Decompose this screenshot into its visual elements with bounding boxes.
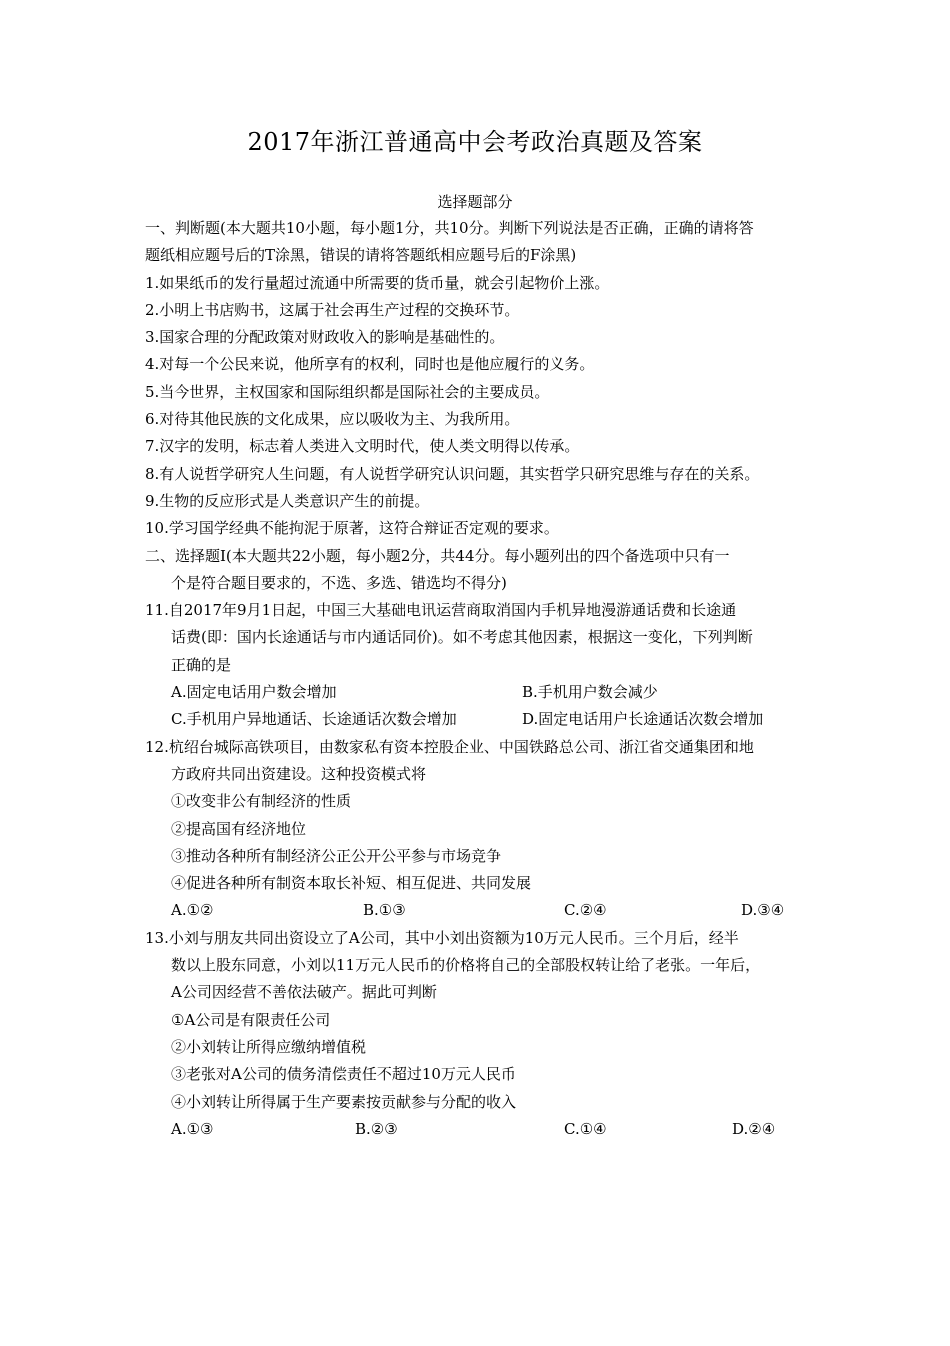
- q13-stem-line-3: A公司因经营不善依法破产。据此可判断: [171, 983, 437, 1002]
- q13-option-c: C.①④: [564, 1119, 607, 1138]
- q12-option-c: C.②④: [564, 901, 607, 920]
- q13-option-b: B.②③: [355, 1119, 398, 1138]
- judgment-item-7: 7.汉字的发明，标志着人类进入文明时代，使人类文明得以传承。: [145, 437, 580, 456]
- q13-stem-line-1: 13.小刘与朋友共同出资设立了A公司，其中小刘出资额为10万元人民币。三个月后，经半: [145, 928, 739, 947]
- judgment-item-9: 9.生物的反应形式是人类意识产生的前提。: [145, 491, 430, 510]
- judgment-item-4: 4.对每一个公民来说，他所享有的权利，同时也是他应履行的义务。: [145, 355, 595, 374]
- section-title: 选择题部分: [437, 193, 513, 211]
- q12-option-a: A.①②: [171, 901, 214, 920]
- part2-heading-line-2: 个是符合题目要求的，不选、多选、错选均不得分): [171, 573, 507, 592]
- q13-option-d: D.②④: [732, 1119, 776, 1138]
- q12-statement-1: ①改变非公有制经济的性质: [171, 792, 352, 811]
- judgment-item-8: 8.有人说哲学研究人生问题，有人说哲学研究认识问题，其实哲学只研究思维与存在的关系。: [145, 464, 760, 483]
- q12-stem-line-1: 12.杭绍台城际高铁项目，由数家私有资本控股企业、中国铁路总公司、浙江省交通集团和地: [145, 737, 754, 756]
- part1-heading-line-2: 题纸相应题号后的T涂黑，错误的请将答题纸相应题号后的F涂黑): [145, 246, 577, 265]
- q11-stem-line-1: 11.自2017年9月1日起，中国三大基础电讯运营商取消国内手机异地漫游通话费和长途通: [145, 601, 737, 620]
- q11-stem-line-2: 话费(即：国内长途通话与市内通话同价)。如不考虑其他因素，根据这一变化，下列判断: [171, 628, 753, 647]
- q13-option-a: A.①③: [171, 1119, 214, 1138]
- q11-options-row-2: [145, 706, 815, 733]
- part1-heading-line-1: 一、判断题(本大题共10小题，每小题1分，共10分。判断下列说法是否正确，正确的请将答: [145, 219, 754, 237]
- judgment-item-5: 5.当今世界，主权国家和国际组织都是国际社会的主要成员。: [145, 382, 550, 401]
- document-title: 2017年浙江普通高中会考政治真题及答案: [247, 128, 703, 156]
- q11-option-a: A.固定电话用户数会增加: [171, 683, 337, 702]
- q12-options-row: [145, 897, 815, 924]
- q12-option-d: D.③④: [741, 901, 785, 920]
- q12-statement-2: ②提高国有经济地位: [171, 819, 307, 838]
- q13-statement-1: ①A公司是有限责任公司: [171, 1010, 331, 1029]
- q12-statement-4: ④促进各种所有制资本取长补短、相互促进、共同发展: [171, 874, 532, 893]
- q13-statement-4: ④小刘转让所得属于生产要素按贡献参与分配的收入: [171, 1092, 517, 1111]
- q12-statement-3: ③推动各种所有制经济公正公开公平参与市场竞争: [171, 846, 502, 865]
- judgment-item-10: 10.学习国学经典不能拘泥于原著，这符合辩证否定观的要求。: [145, 519, 559, 538]
- q12-option-b: B.①③: [363, 901, 406, 920]
- judgment-item-2: 2.小明上书店购书，这属于社会再生产过程的交换环节。: [145, 300, 520, 319]
- q13-statement-2: ②小刘转让所得应缴纳增值税: [171, 1037, 367, 1056]
- q13-stem-line-2: 数以上股东同意，小刘以11万元人民币的价格将自己的全部股权转让给了老张。一年后，: [171, 956, 761, 975]
- q11-options-row-1: [145, 679, 815, 706]
- q13-options-row: [145, 1116, 815, 1143]
- judgment-item-6: 6.对待其他民族的文化成果，应以吸收为主、为我所用。: [145, 410, 520, 429]
- q11-option-c: C.手机用户异地通话、长途通话次数会增加: [171, 710, 457, 729]
- q11-option-d: D.固定电话用户长途通话次数会增加: [522, 710, 764, 729]
- document-body: [145, 215, 815, 1143]
- q13-statement-3: ③老张对A公司的债务清偿责任不超过10万元人民币: [171, 1065, 516, 1084]
- judgment-item-3: 3.国家合理的分配政策对财政收入的影响是基础性的。: [145, 328, 505, 347]
- q12-stem-line-2: 方政府共同出资建设。这种投资模式将: [171, 764, 427, 783]
- judgment-item-1: 1.如果纸币的发行量超过流通中所需要的货币量，就会引起物价上涨。: [145, 273, 610, 292]
- part2-heading-line-1: 二、选择题Ⅰ(本大题共22小题，每小题2分，共44分。每小题列出的四个备选项中只有一: [145, 546, 730, 565]
- q11-option-b: B.手机用户数会减少: [522, 683, 658, 702]
- q11-stem-line-3: 正确的是: [171, 655, 232, 674]
